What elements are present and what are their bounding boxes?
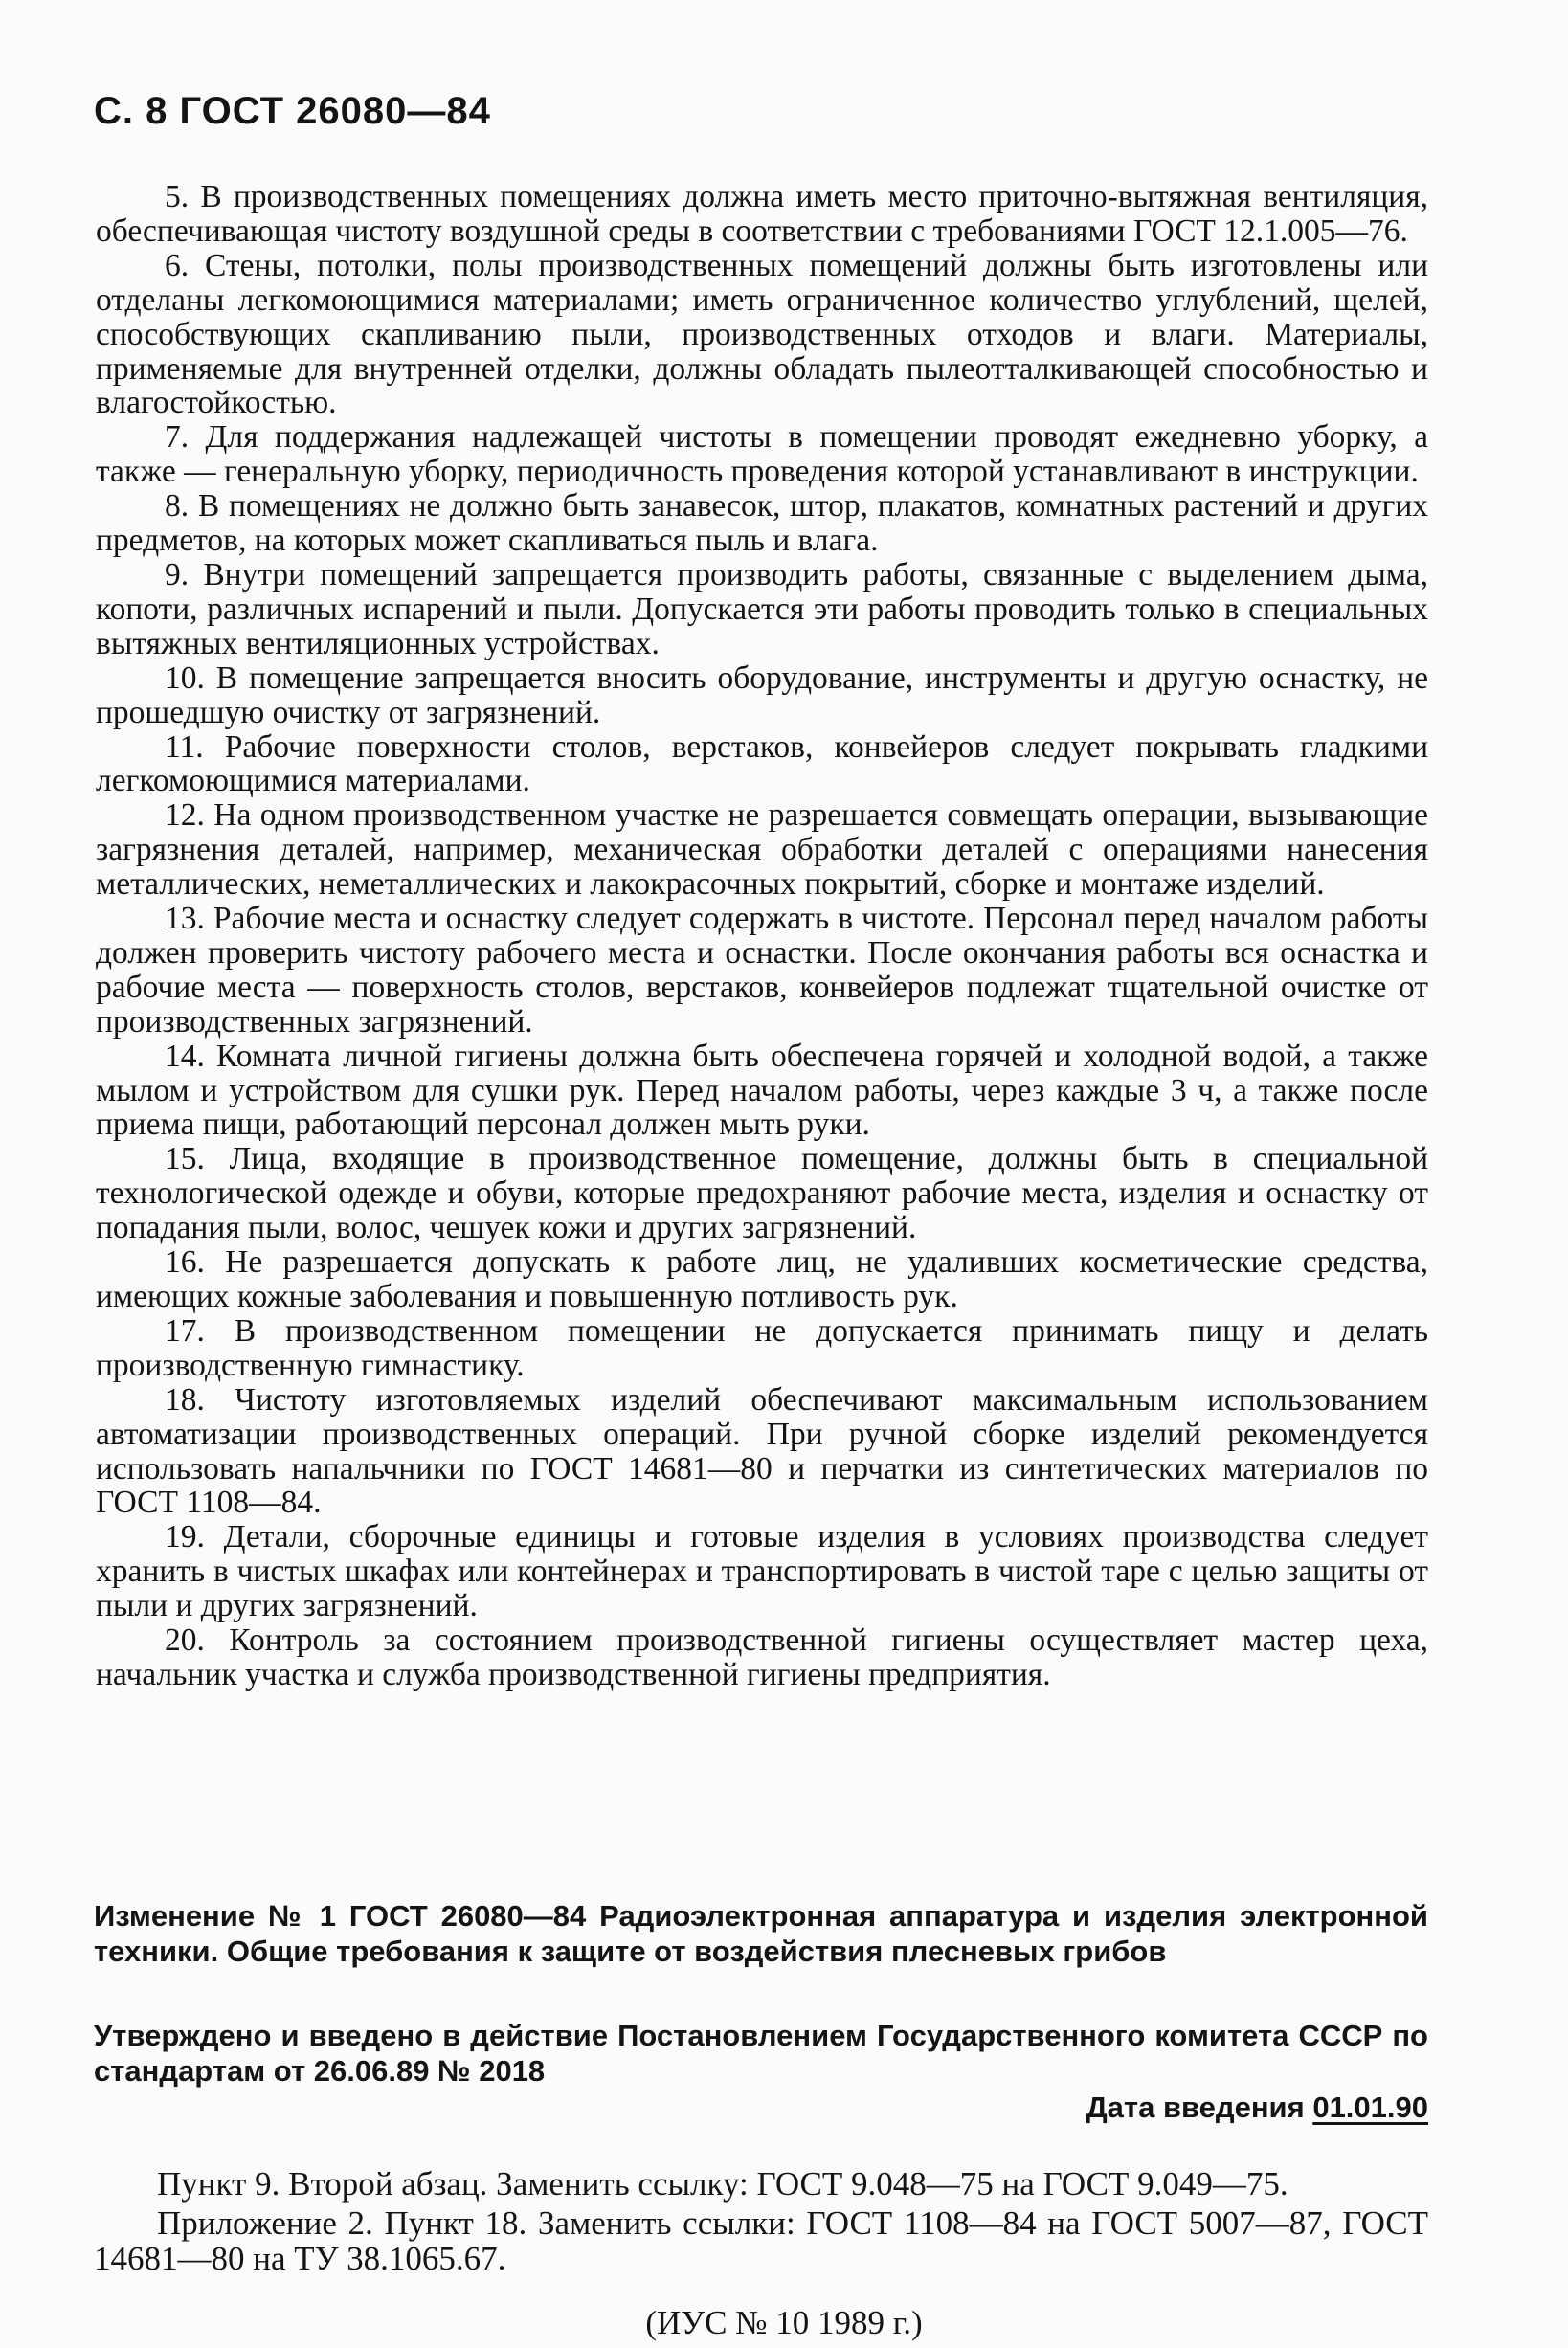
requirement-item: 6. Стены, потолки, полы производственных помещений должны быть изготовлены или отделаны легкомоющимися материалами; иметь ограниченное количество углублений, щелей, способствующих скапливанию пыли, производственных отходов и влаги. Материалы, применяемые для внутренней отделки, должны обладать пылеотталкивающей способностью и влагостойкостью. — [96, 247, 1428, 421]
effective-date — [94, 2090, 1428, 2125]
requirement-item: 7. Для поддержания надлежащей чистоты в помещении проводят ежедневно уборку, а также — генеральную уборку, периодичность проведения которой устанавливают в инструкции. — [96, 419, 1428, 490]
requirements-list — [96, 180, 1428, 1692]
requirement-item: 18. Чистоту изготовляемых изделий обеспечивают максимальным использованием автоматизации производственных операций. При ручной сборке изделий рекомендуется использовать напальчники по ГОСТ 14681—80 и перчатки из синтетических материалов по ГОСТ 1108—84. — [96, 1381, 1428, 1521]
requirement-item: 13. Рабочие места и оснастку следует содержать в чистоте. Персонал перед началом работы должен проверить чистоту рабочего места и оснастки. После окончания работы вся оснастка и рабочие места — поверхность столов, верстаков, конвейеров подлежат тщательной очистке от производственных загрязнений. — [96, 901, 1428, 1040]
amendment-changes — [94, 2166, 1428, 2280]
effective-date-value: 01.01.90 — [1312, 2091, 1428, 2124]
requirement-item: 5. В производственных помещениях должна иметь место приточно-вытяжная вентиляция, обеспечивающая чистоту воздушной среды в соответствии с требованиями ГОСТ 12.1.005—76. — [96, 179, 1428, 249]
requirement-item: 19. Детали, сборочные единицы и готовые изделия в условиях производства следует хранить в чистых шкафах или контейнерах и транспортировать в чистой таре с целью защиты от пыли и других загрязнений. — [96, 1519, 1428, 1624]
change-item: Пункт 9. Второй абзац. Заменить ссылку: ГОСТ 9.048—75 на ГОСТ 9.049—75. — [157, 2165, 1288, 2203]
source-reference: (ИУС № 10 1989 г.) — [645, 2304, 923, 2341]
requirement-item: 15. Лица, входящие в производственное помещение, должны быть в специальной технологической одежде и обуви, которые предохраняют рабочие места, изделия и оснастку от попадания пыли, волос, чешуек кожи и других загрязнений. — [96, 1141, 1428, 1246]
requirement-item: 8. В помещениях не должно быть занавесок, штор, плакатов, комнатных растений и других предметов, на которых может скапливаться пыль и влага. — [96, 488, 1428, 559]
amendment-approval: Утверждено и введено в действие Постановлением Государственного комитета СССР по стандартам от 26.06.89 № 2018 — [94, 2019, 1428, 2088]
requirement-item: 20. Контроль за состоянием производственной гигиены осуществляет мастер цеха, начальник участка и служба производственной гигиены предприятия. — [96, 1622, 1428, 1692]
requirement-item: 17. В производственном помещении не допускается принимать пищу и делать производственную гимнастику. — [96, 1312, 1428, 1383]
requirement-item: 9. Внутри помещений запрещается производить работы, связанные с выделением дыма, копоти, различных испарений и пыли. Допускается эти работы проводить только в специальных вытяжных вентиляционных устройствах. — [96, 556, 1428, 661]
effective-date-label: Дата введения — [1086, 2091, 1305, 2124]
change-item: Приложение 2. Пункт 18. Заменить ссылки: ГОСТ 1108—84 на ГОСТ 5007—87, ГОСТ 14681—80 на ТУ 38.1065.67. — [94, 2204, 1428, 2277]
requirement-item: 12. На одном производственном участке не разрешается совмещать операции, вызывающие загрязнения деталей, например, механическая обработки деталей с операциями нанесения металлических, неметаллических и лакокрасочных покрытий, сборке и монтаже изделий. — [96, 797, 1428, 903]
requirement-item: 11. Рабочие поверхности столов, верстаков, конвейеров следует покрывать гладкими легкомоющимися материалами. — [96, 728, 1428, 799]
requirement-item: 16. Не разрешается допускать к работе лиц, не удаливших косметические средства, имеющих кожные заболевания и повышенную потливость рук. — [96, 1244, 1428, 1314]
page-header: С. 8 ГОСТ 26080—84 — [94, 90, 491, 132]
requirement-item: 10. В помещение запрещается вносить оборудование, инструменты и другую оснастку, не прошедшую очистку от загрязнений. — [96, 660, 1428, 730]
amendment-title: Изменение № 1 ГОСТ 26080—84 Радиоэлектронная аппаратура и изделия электронной техники. Общие требования к защите от воздействия плесневых грибов — [94, 1899, 1428, 1968]
requirement-item: 14. Комната личной гигиены должна быть обеспечена горячей и холодной водой, а также мылом и устройством для сушки рук. Перед началом работы, через каждые 3 ч, а также после приема пищи, работающий персонал должен мыть руки. — [96, 1038, 1428, 1143]
